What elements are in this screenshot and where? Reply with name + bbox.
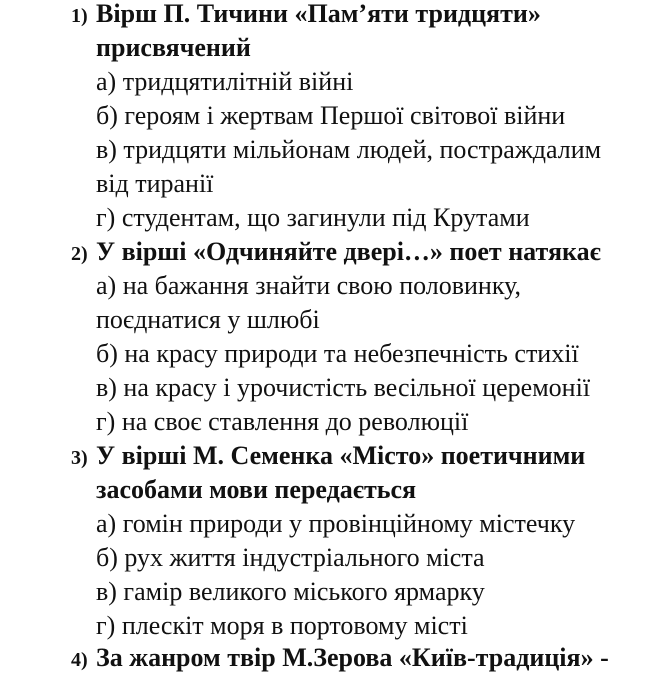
question-number: 3): [71, 447, 88, 469]
answer-option-g: г) студентам, що загинули під Крутами: [96, 203, 530, 232]
answer-option-v: в) гамір великого міського ярмарку: [96, 577, 485, 606]
question-number: 2): [71, 243, 88, 265]
question-number: 1): [71, 5, 88, 27]
question-text-line: Вірш П. Тичини «Пам’яти тридцяти»: [96, 0, 541, 28]
question-text-line: У вірші М. Семенка «Місто» поетичними: [96, 441, 586, 470]
question-text-line: За жанром твір М.Зерова «Київ-традиція» -: [96, 643, 609, 672]
answer-option-b: б) на красу природи та небезпечність стихії: [96, 339, 579, 368]
answer-option-v: в) тридцяти мільйонам людей, постраждалим: [96, 135, 602, 164]
answer-option-v: в) на красу і урочистість весільної церемонії: [96, 373, 591, 402]
answer-option-b: б) рух життя індустріального міста: [96, 543, 485, 572]
answer-option-a: а) на бажання знайти свою половинку,: [96, 271, 522, 300]
question-text-line: присвячений: [96, 33, 251, 62]
question-text-line: У вірші «Одчиняйте двері…» поет натякає: [96, 237, 601, 266]
answer-option-v-cont: від тиранії: [96, 169, 214, 198]
answer-option-g: г) плескіт моря в портовому місті: [96, 611, 468, 640]
answer-option-a-cont: поєднатися у шлюбі: [96, 305, 320, 334]
answer-option-a: а) гомін природи у провінційному містечку: [96, 509, 576, 538]
answer-option-a: а) тридцятилітній війні: [96, 67, 354, 96]
question-text-line: засобами мови передається: [96, 475, 417, 504]
answer-option-b: б) героям і жертвам Першої світової війни: [96, 101, 566, 130]
answer-option-g: г) на своє ставлення до революції: [96, 407, 469, 436]
question-number: 4): [71, 649, 88, 671]
